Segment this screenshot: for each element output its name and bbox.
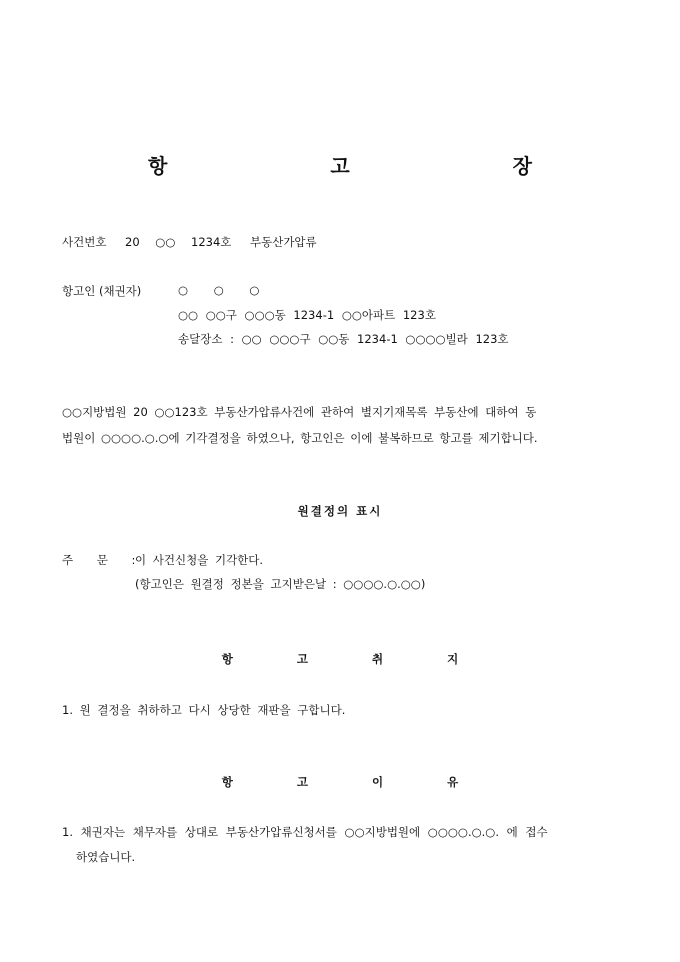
appellant-label: 항고인 (채권자) xyxy=(62,284,142,298)
order-note: (항고인은 원결정 정본을 고지받은날 : ○○○○.○.○○) xyxy=(135,577,426,591)
intro-line-2: 법원이 ○○○○.○.○에 기각결정을 하였으나, 항고인은 이에 불복하므로 항고를 제기합니다. xyxy=(62,431,538,445)
order-label: 주 문 : xyxy=(62,553,136,567)
purpose-item-1: 1. 원 결정을 취하하고 다시 상당한 재판을 구합니다. xyxy=(62,703,346,717)
document-title: 항 고 장 xyxy=(148,154,610,178)
case-number: 20 ○○ 1234호 xyxy=(125,235,232,249)
original-decision-heading: 원결정의 표시 xyxy=(297,504,383,518)
appellant-address: ○○ ○○구 ○○○동 1234-1 ○○아파트 123호 xyxy=(178,308,436,322)
order-text: 이 사건신청을 기각한다. xyxy=(135,553,264,567)
purpose-heading: 항 고 취 지 xyxy=(221,652,489,666)
case-type: 부동산가압류 xyxy=(250,235,317,249)
reasons-heading: 항 고 이 유 xyxy=(221,775,489,789)
appellant-name: ○ ○ ○ xyxy=(178,283,260,297)
intro-line-1: ○○지방법원 20 ○○123호 부동산가압류사건에 관하여 별지기재목록 부동산에 대하여 동 xyxy=(62,405,537,419)
reasons-item-1-line-2: 하였습니다. xyxy=(76,850,136,864)
appellant-delivery-address: 송달장소 : ○○ ○○○구 ○○동 1234-1 ○○○○빌라 123호 xyxy=(178,332,509,346)
case-number-label: 사건번호 xyxy=(62,235,107,249)
reasons-item-1-line-1: 1. 채권자는 채무자를 상대로 부동산가압류신청서를 ○○지방법원에 ○○○○.○.○. 에 접수 xyxy=(62,825,548,839)
